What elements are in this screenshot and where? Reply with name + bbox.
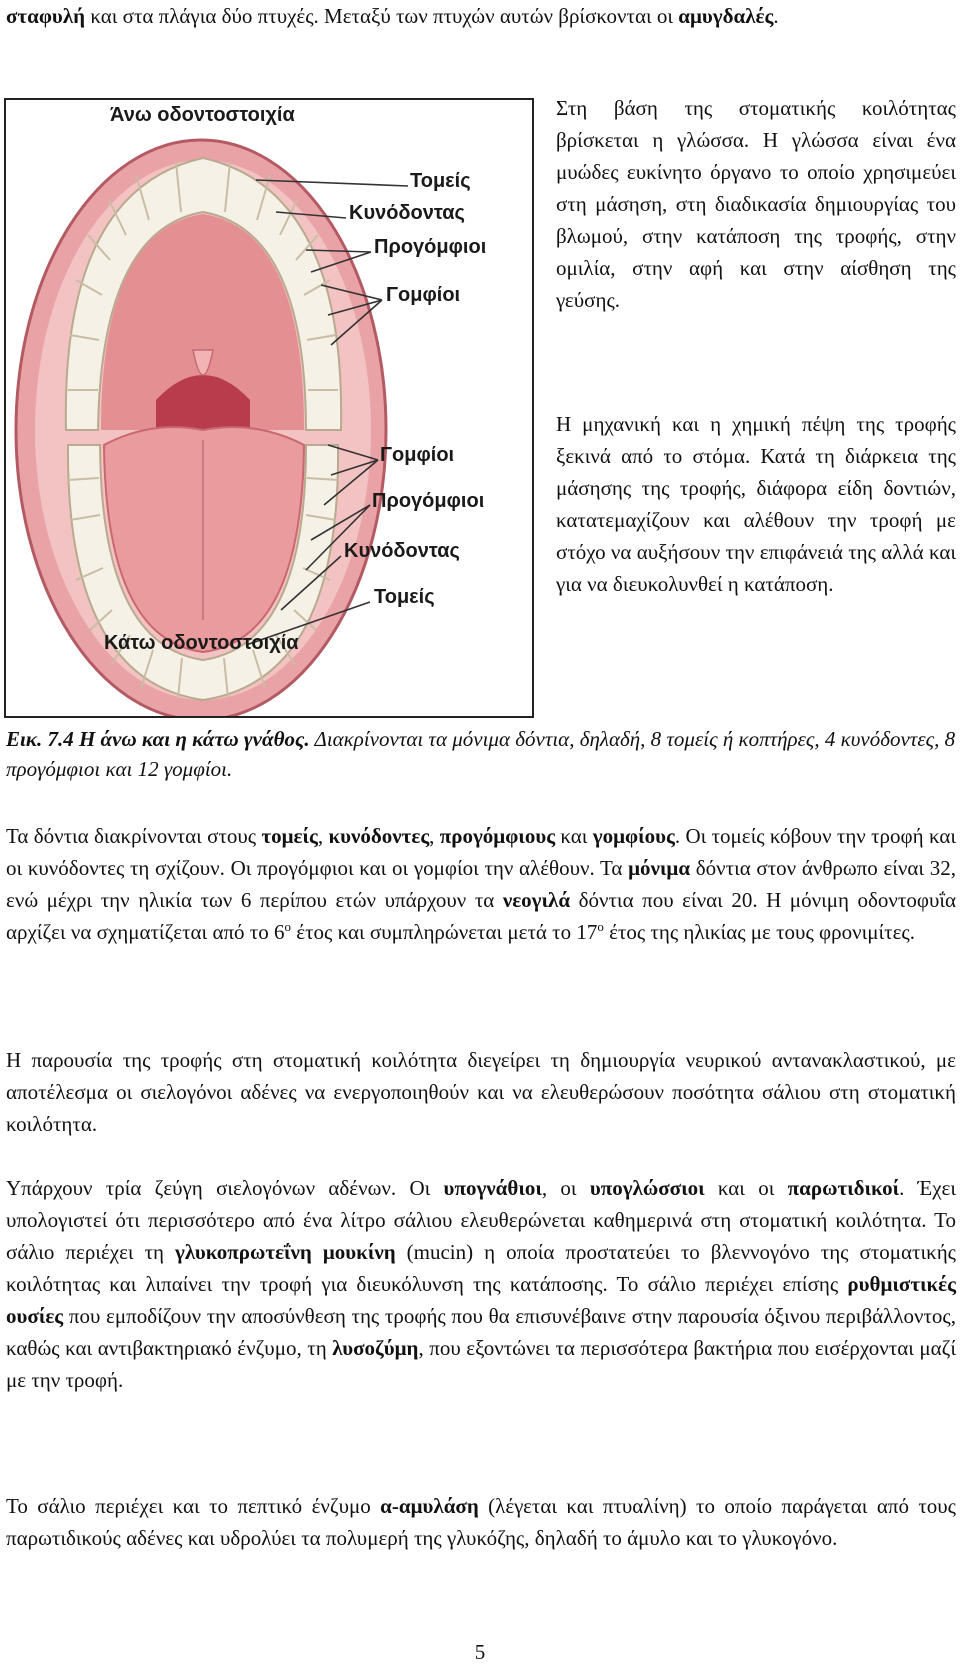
figure-caption	[6, 724, 956, 784]
upper-label-molars: Γομφίοι	[386, 284, 461, 306]
text: , που εξοντώνει τα περισσότερα βακτήρια που εισέρχονται μαζί με την τροφή.	[6, 1336, 956, 1392]
lower-label-premolars: Προγόμφιοι	[372, 490, 485, 512]
page-number: 5	[474, 1640, 486, 1664]
term: προγόμφιους	[439, 824, 556, 848]
term: α-αμυλάση	[380, 1494, 479, 1518]
term: υπογλώσσιοι	[589, 1176, 705, 1200]
text: έτος της ηλικίας με τους φρονιμίτες.	[603, 920, 915, 944]
lower-label-molars: Γομφίοι	[380, 444, 455, 466]
text: Υπάρχουν τρία ζεύγη σιελογόνων αδένων. Οι	[6, 1176, 444, 1200]
text: ,	[317, 824, 329, 848]
term: μόνιμα	[628, 856, 691, 880]
caption-label: Εικ. 7.4 Η άνω και η κάτω γνάθος.	[6, 727, 310, 751]
term: γλυκοπρωτεΐνη μουκίνη	[175, 1240, 396, 1264]
term: ρυθμιστικές ουσίες	[6, 1272, 956, 1328]
text: . Έχει υπολογιστεί ότι περισσότερο από ένα λίτρο σάλιου ελευθερώνεται καθημερινά στη στοματική κοιλότητα. Το σάλιο περιέχει τη	[6, 1176, 956, 1264]
text: . Οι τομείς κόβουν την τροφή και οι κυνόδοντες τη σχίζουν. Οι προγόμφιοι και οι γομφίοι την αλέθουν. Τα	[6, 824, 956, 880]
reflex-paragraph: Η παρουσία της τροφής στη στοματική κοιλότητα διεγείρει τη δημιουργία νευρικού αντανακλαστικού, με αποτέλεσμα οι σιελογόνοι αδένες να ενεργοποιηθούν και να ελευθερώσουν ποσότητα σάλιου στη στοματική κοιλότητα.	[6, 1048, 956, 1136]
intro-paragraph	[6, 0, 956, 32]
superscript: ο	[597, 919, 604, 934]
text: , οι	[541, 1176, 590, 1200]
upper-label-incisors: Τομείς	[410, 170, 471, 192]
term: κυνόδοντες	[328, 824, 430, 848]
lower-jaw-title: Κάτω οδοντοστοιχία	[104, 632, 299, 654]
superscript: ο	[284, 919, 291, 934]
salivary-glands-paragraph	[6, 1172, 956, 1396]
text: δόντια στον άνθρωπο είναι 32, ενώ μέχρι την ηλικία των 6 περίπου ετών υπάρχουν τα	[6, 856, 957, 912]
amylase-paragraph	[6, 1490, 956, 1554]
lower-label-incisors: Τομείς	[374, 586, 435, 608]
term: νεογιλά	[502, 888, 571, 912]
digestion-paragraph: Η μηχανική και η χημική πέψη της τροφής ξεκινά από το στόμα. Κατά τη διάρκεια της μάσησης της τροφής, διάφορα είδη δοντιών, κατατεμαχίζουν και αλέθουν την τροφή με στόχο να αυξήσουν την επιφάνειά της αλλά και για να διευκολυνθεί η κατάποση.	[556, 412, 956, 596]
teeth-paragraph	[6, 820, 956, 948]
term: υπογνάθιοι	[443, 1176, 542, 1200]
text: έτος και συμπληρώνεται μετά το 17	[291, 920, 598, 944]
term: παρωτιδικοί	[787, 1176, 900, 1200]
text: ,	[429, 824, 440, 848]
text: και στα πλάγια δύο πτυχές. Μεταξύ των πτυχών αυτών βρίσκονται οι	[85, 4, 679, 28]
term-tonsils: αμυγδαλές	[678, 4, 774, 28]
lower-label-canine: Κυνόδοντας	[344, 540, 460, 562]
upper-label-premolars: Προγόμφιοι	[374, 236, 487, 258]
text: και	[555, 824, 593, 848]
caption-text: Διακρίνονται τα μόνιμα δόντια, δηλαδή, 8 τομείς ή κοπτήρες, 4 κυνόδοντες, 8 προγόμφιοι και 12 γομφίοι.	[6, 727, 956, 781]
mouth-figure	[4, 98, 534, 718]
text: Τα δόντια διακρίνονται στους	[6, 824, 262, 848]
term: γομφίους	[592, 824, 675, 848]
upper-label-canine: Κυνόδοντας	[349, 202, 465, 224]
text: δόντια που είναι 20. Η μόνιμη οδοντοφυΐα αρχίζει να σχηματίζεται από το 6	[6, 888, 956, 944]
upper-jaw-title: Άνω οδοντοστοιχία	[110, 104, 295, 126]
text: που εμποδίζουν την αποσύνθεση της τροφής που θα επισυνέβαινε στην παρουσία όξινου περιβάλλοντος, καθώς και αντιβακτηριακό ένζυμο, τη	[6, 1304, 956, 1360]
text: και οι	[704, 1176, 788, 1200]
tongue-paragraph: Στη βάση της στοματικής κοιλότητας βρίσκεται η γλώσσα. Η γλώσσα είναι ένα μυώδες ευκίνητο όργανο το οποίο χρησιμεύει στη μάσηση, στη διαδικασία δημιουργίας του βλωμού, στην κατάποση της τροφής, στην ομιλία, στην αφή και στην αίσθηση της γεύσης.	[556, 96, 956, 312]
text: .	[773, 4, 779, 28]
term: τομείς	[261, 824, 318, 848]
term-uvula: σταφυλή	[6, 4, 86, 28]
text: Το σάλιο περιέχει και το πεπτικό ένζυμο	[6, 1494, 381, 1518]
text: (mucin) η οποία προστατεύει το βλεννογόνο της στοματικής κοιλότητας και λιπαίνει την τροφή για διευκόλυνση της κατάποσης. Το σάλιο περιέχει επίσης	[6, 1240, 956, 1296]
text: (λέγεται και πτυαλίνη) το οποίο παράγεται από τους παρωτιδικούς αδένες και υδρολύει τα πολυμερή της γλυκόζης, δηλαδή το άμυλο και το γλυκογόνο.	[6, 1494, 956, 1550]
term: λυσοζύμη	[332, 1336, 419, 1360]
